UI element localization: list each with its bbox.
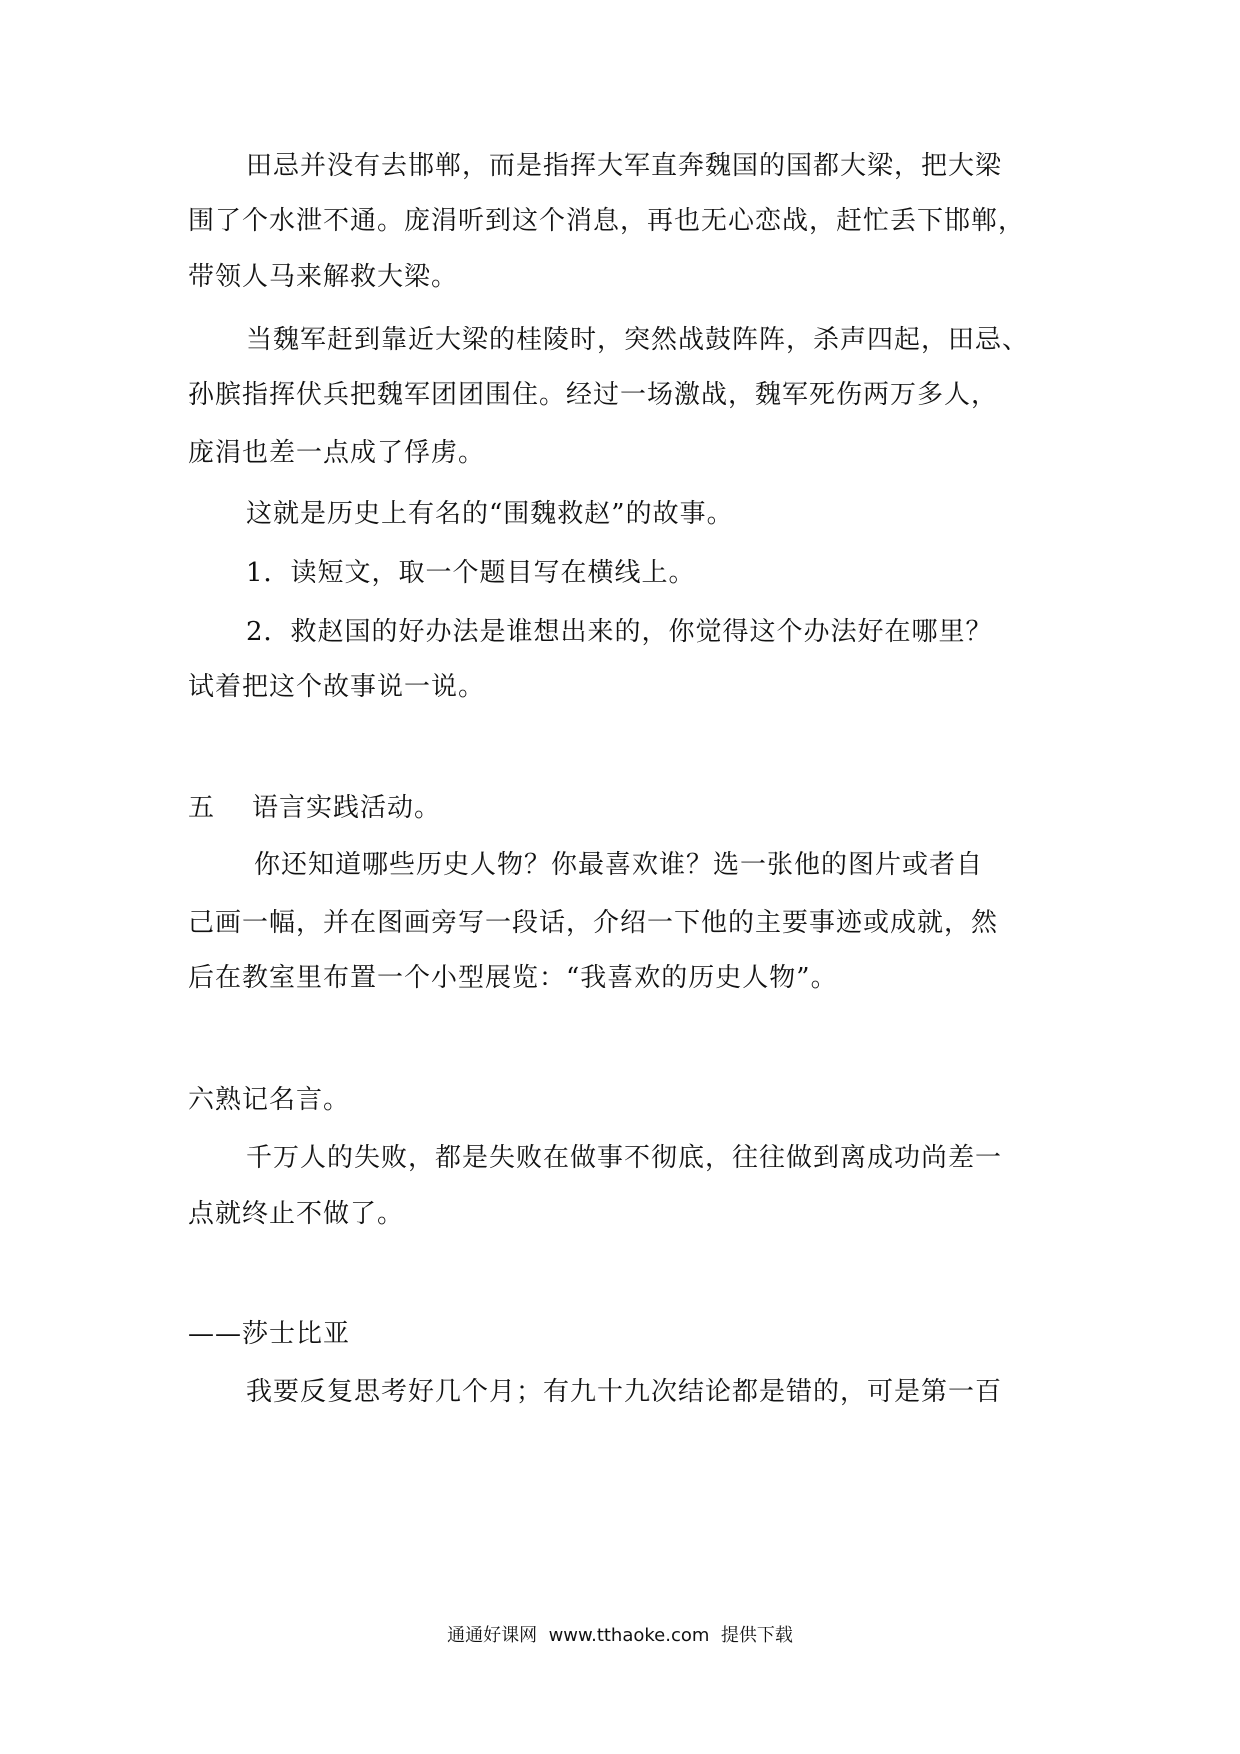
page-footer	[0, 1622, 1240, 1650]
story-p1-line-1: 田忌并没有去邯郸，而是指挥大军直奔魏国的国都大梁，把大梁	[246, 151, 1003, 181]
section-5-line-3: 后在教室里布置一个小型展览：“我喜欢的历史人物”。	[188, 963, 838, 993]
story-p2-line-3: 庞涓也差一点成了俘虏。	[188, 438, 486, 468]
story-p2-line-2: 孙膑指挥伏兵把魏军团团围住。经过一场激战，魏军死伤两万多人，	[188, 380, 999, 410]
quote-2-line-1: 我要反复思考好几个月；有九十九次结论都是错的，可是第一百	[246, 1377, 1003, 1407]
section-5-line-1: 你还知道哪些历史人物？你最喜欢谁？选一张他的图片或者自	[254, 850, 984, 880]
question-1: 1．读短文，取一个题目写在横线上。	[246, 558, 696, 588]
story-p1-line-2: 围了个水泄不通。庞涓听到这个消息，再也无心恋战，赶忙丢下邯郸，	[188, 206, 1026, 236]
quote-1-line-2: 点就终止不做了。	[188, 1199, 405, 1229]
section-5-line-2: 己画一幅，并在图画旁写一段话，介绍一下他的主要事迹或成就，然	[188, 908, 999, 938]
quote-1-line-1: 千万人的失败，都是失败在做事不彻底，往往做到离成功尚差一	[246, 1143, 1003, 1173]
section-6-heading: 六熟记名言。	[188, 1085, 351, 1115]
story-p1-line-3: 带领人马来解救大梁。	[188, 262, 459, 292]
question-2-line-1: 2．救赵国的好办法是谁想出来的，你觉得这个办法好在哪里？	[246, 617, 993, 647]
question-2-line-2: 试着把这个故事说一说。	[188, 672, 486, 702]
story-p2-line-1: 当魏军赶到靠近大梁的桂陵时，突然战鼓阵阵，杀声四起，田忌、	[246, 325, 1030, 355]
quote-1-author: ——莎士比亚	[188, 1319, 351, 1349]
section-5-heading: 五 语言实践活动。	[188, 793, 442, 823]
footer-text: 通通好课网 www.tthaoke.com 提供下载	[447, 1625, 793, 1646]
story-p3: 这就是历史上有名的“围魏救赵”的故事。	[246, 499, 734, 529]
